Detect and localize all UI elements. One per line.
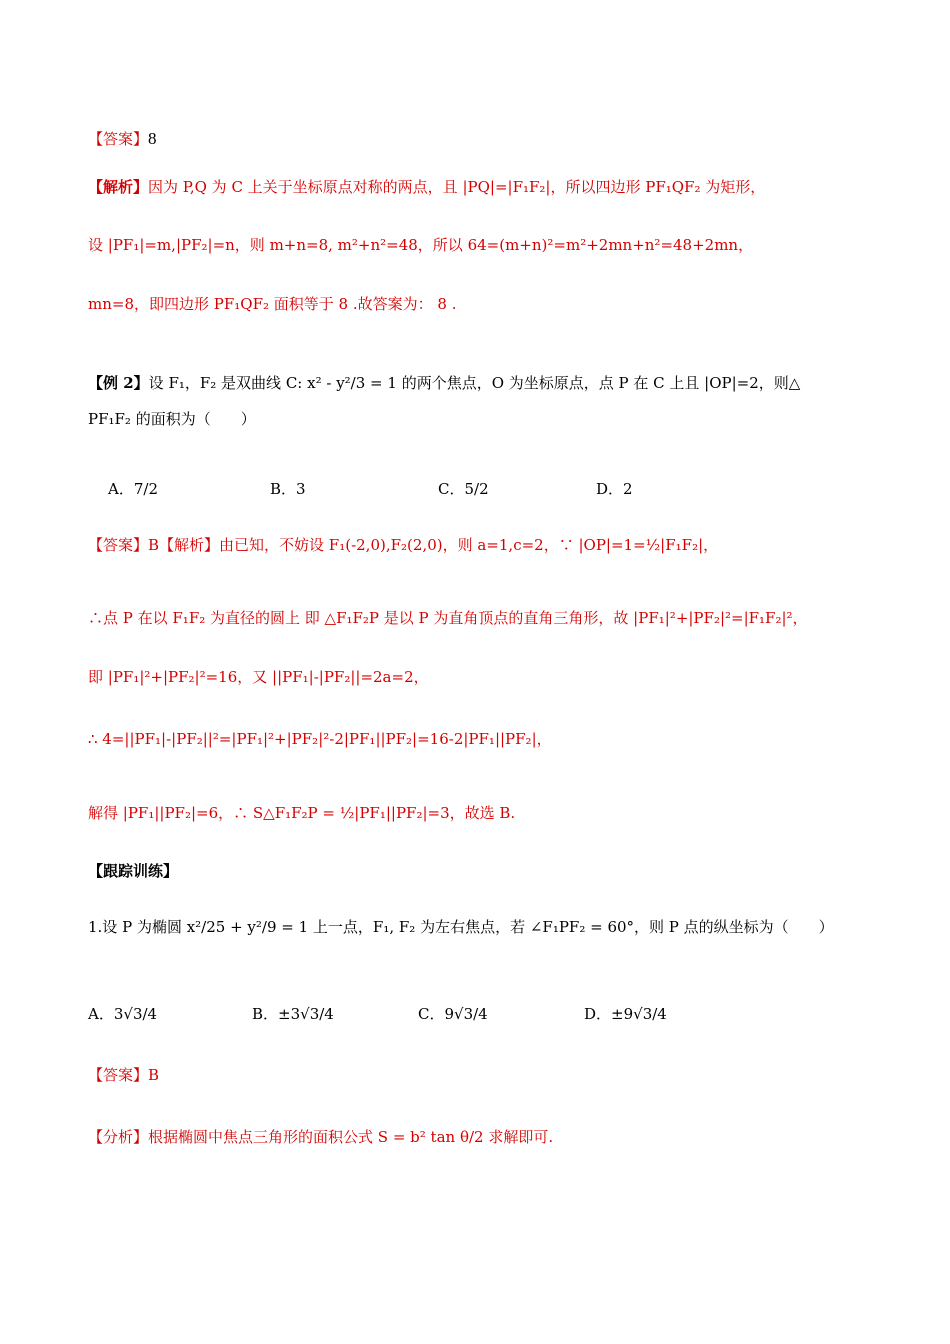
example-label: 【例 2】 [88, 374, 149, 392]
practice-option-a [88, 1003, 157, 1024]
option-letter: B． [270, 480, 297, 498]
practice-option-b [252, 1003, 334, 1024]
example-option-d [596, 478, 633, 499]
answer-2-line-3: 即 |PF₁|²+|PF₂|²=16，又 ||PF₁|-|PF₂||=2a=2， [88, 668, 429, 686]
analysis-label: 【解析】 [88, 178, 149, 196]
example-option-b [270, 478, 306, 499]
practice-option-c [418, 1003, 488, 1024]
answer-2-label: 【答案】B【解析】 [88, 536, 220, 554]
option-value: 5/2 [464, 480, 489, 498]
practice-question-1: 1.设 P 为椭圆 x²/25 + y²/9 = 1 上一点，F₁, F₂ 为左右焦点，若 ∠F₁PF₂ = 60°，则 P 点的纵坐标为（ ） [88, 918, 834, 936]
example-2-line-1 [88, 372, 800, 394]
answer-2-line-4: ∴ 4=||PF₁|-|PF₂||²=|PF₁|²+|PF₂|²-2|PF₁||PF₂|=16-2|PF₁||PF₂|， [88, 730, 552, 748]
option-value: ±9√3/4 [611, 1005, 667, 1023]
practice-analysis-label: 【分析】 [88, 1128, 149, 1146]
practice-option-d [584, 1003, 667, 1024]
option-value: 3√3/4 [113, 1005, 158, 1023]
option-value: 9√3/4 [444, 1005, 488, 1023]
practice-answer: 【答案】B [88, 1066, 160, 1084]
example-2-line-2: PF₁F₂ 的面积为（ ） [88, 410, 256, 428]
option-letter: A． [88, 1005, 114, 1023]
practice-title: 【跟踪训练】 [88, 862, 179, 880]
practice-analysis-text: 根据椭圆中焦点三角形的面积公式 S = b² tan θ/2 求解即可. [148, 1128, 554, 1146]
option-value: 3 [296, 480, 306, 498]
answer-2-line-2: ∴点 P 在以 F₁F₂ 为直径的圆上 即 △F₁F₂P 是以 P 为直角顶点的直角三角形，故 |PF₁|²+|PF₂|²=|F₁F₂|²， [88, 609, 808, 627]
option-letter: C． [438, 480, 465, 498]
option-letter: D． [584, 1005, 612, 1023]
option-value: ±3√3/4 [278, 1005, 334, 1023]
answer-label: 【答案】 [88, 130, 149, 148]
option-letter: C． [418, 1005, 445, 1023]
analysis-1-line-1 [88, 176, 765, 198]
analysis-1-line-3: mn=8，即四边形 PF₁QF₂ 面积等于 8 .故答案为： 8 . [88, 295, 457, 313]
practice-analysis [88, 1126, 553, 1148]
example-option-a [108, 478, 158, 499]
answer-2-line-1 [88, 534, 718, 556]
answer-2-text-1: 由已知，不妨设 F₁(-2,0),F₂(2,0)，则 a=1,c=2，∵ |OP|=1=½|F₁F₂|， [219, 536, 719, 554]
answer-1 [88, 128, 157, 150]
analysis-1-line-2: 设 |PF₁|=m,|PF₂|=n，则 m+n=8, m²+n²=48，所以 64=(m+n)²=m²+2mn+n²=48+2mn， [88, 236, 754, 254]
answer-2-line-5: 解得 |PF₁||PF₂|=6，∴ S△F₁F₂P = ½|PF₁||PF₂|=3，故选 B. [88, 804, 516, 822]
analysis-text-1: 因为 P,Q 为 C 上关于坐标原点对称的两点，且 |PQ|=|F₁F₂|，所以四边形 PF₁QF₂ 为矩形， [148, 178, 766, 196]
option-value: 2 [623, 480, 633, 498]
example-option-c [438, 478, 489, 499]
example-question: 设 F₁，F₂ 是双曲线 C: x² - y²/3 = 1 的两个焦点，O 为坐标原点，点 P 在 C 上且 |OP|=2，则△ [148, 374, 801, 392]
option-letter: B． [252, 1005, 279, 1023]
option-value: 7/2 [133, 480, 158, 498]
option-letter: A． [108, 480, 134, 498]
option-letter: D． [596, 480, 624, 498]
answer-value: 8 [148, 129, 157, 148]
